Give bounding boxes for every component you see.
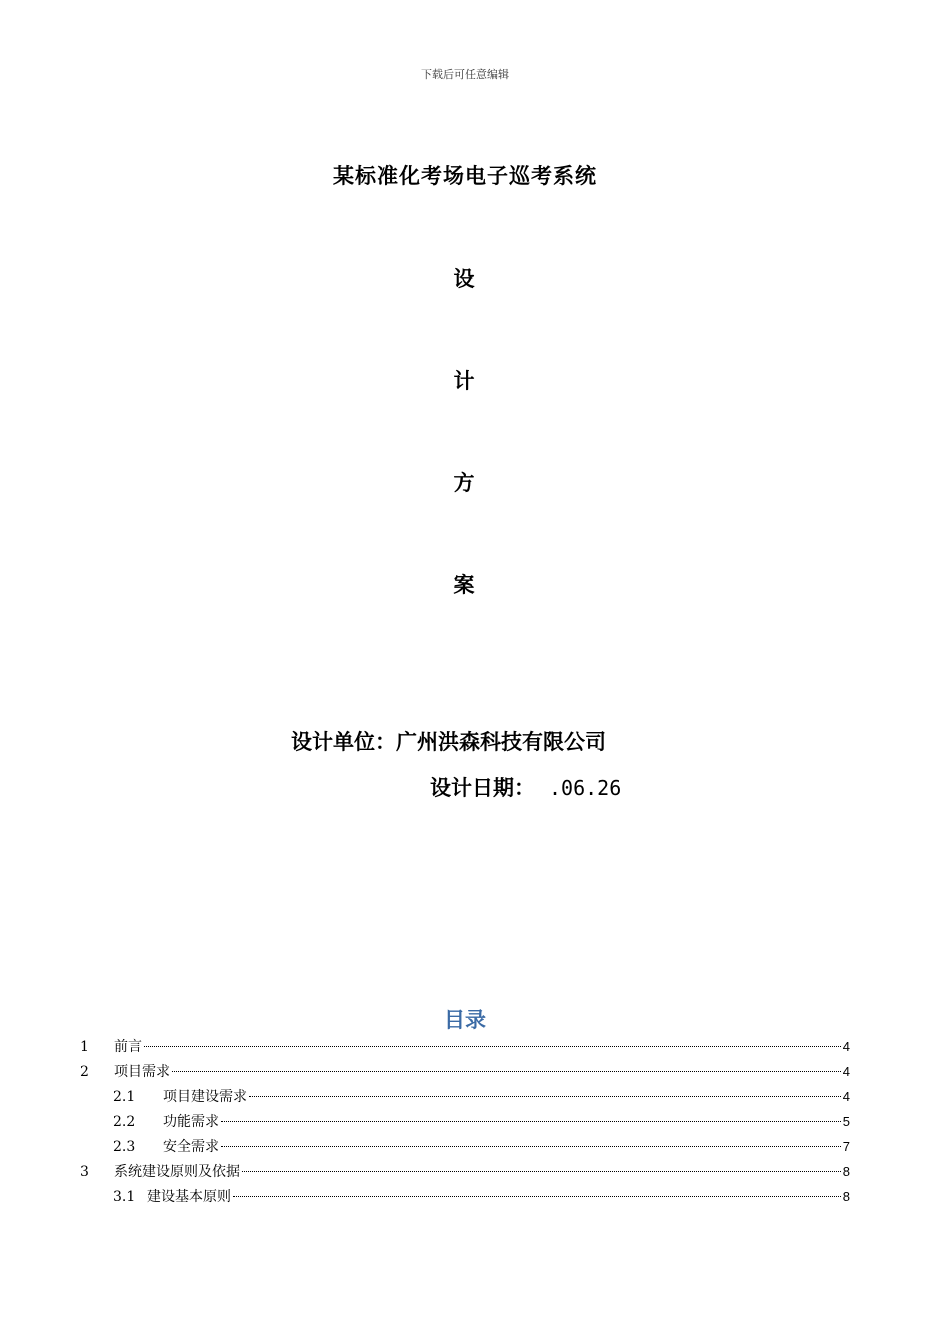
toc-leader-dots xyxy=(221,1146,841,1147)
toc-entry-number: 2.3 xyxy=(113,1139,136,1155)
toc-entry-number: 3 xyxy=(80,1164,89,1180)
table-of-contents xyxy=(80,1034,850,1209)
toc-leader-dots xyxy=(249,1096,841,1097)
toc-entry[interactable] xyxy=(80,1059,850,1084)
toc-entry-number: 1 xyxy=(80,1039,89,1055)
toc-entry-number: 2.1 xyxy=(113,1089,136,1105)
design-date-label: 设计日期： xyxy=(430,776,535,800)
toc-entry-page: 8 xyxy=(842,1164,850,1179)
title-char-4: 案 xyxy=(453,573,475,597)
toc-entry-number: 2.2 xyxy=(113,1114,136,1130)
toc-entry-page: 4 xyxy=(842,1039,850,1054)
toc-entry-title: 项目建设需求 xyxy=(163,1089,247,1105)
toc-entry-page: 4 xyxy=(842,1089,850,1104)
title-char-1: 设 xyxy=(453,267,475,291)
toc-entry-title: 项目需求 xyxy=(114,1064,170,1080)
toc-entry[interactable] xyxy=(80,1184,850,1209)
page-header-note: 下载后可任意编辑 xyxy=(421,68,509,81)
toc-entry[interactable] xyxy=(80,1084,850,1109)
design-date xyxy=(430,772,621,802)
toc-leader-dots xyxy=(172,1071,841,1072)
title-char-3: 方 xyxy=(453,471,475,495)
toc-entry-title: 系统建设原则及依据 xyxy=(114,1164,240,1180)
toc-entry[interactable] xyxy=(80,1159,850,1184)
toc-entry-number: 3.1 xyxy=(113,1189,136,1205)
toc-entry-page: 8 xyxy=(842,1189,850,1204)
toc-entry-page: 7 xyxy=(842,1139,850,1154)
document-title: 某标准化考场电子巡考系统 xyxy=(333,164,597,188)
title-char-2: 计 xyxy=(453,369,475,393)
toc-entry[interactable] xyxy=(80,1034,850,1059)
toc-leader-dots xyxy=(221,1121,841,1122)
toc-entry-title: 建设基本原则 xyxy=(147,1189,231,1205)
toc-leader-dots xyxy=(144,1046,841,1047)
toc-entry[interactable] xyxy=(80,1109,850,1134)
toc-heading: 目录 xyxy=(444,1008,486,1032)
design-date-value: .06.26 xyxy=(549,776,622,800)
toc-leader-dots xyxy=(233,1196,841,1197)
toc-entry-page: 4 xyxy=(842,1064,850,1079)
toc-entry-title: 前言 xyxy=(114,1039,142,1055)
toc-entry-title: 功能需求 xyxy=(163,1114,219,1130)
toc-entry[interactable] xyxy=(80,1134,850,1159)
toc-leader-dots xyxy=(242,1171,841,1172)
design-unit: 设计单位：广州洪森科技有限公司 xyxy=(291,730,606,754)
toc-entry-title: 安全需求 xyxy=(163,1139,219,1155)
toc-entry-page: 5 xyxy=(842,1114,850,1129)
toc-entry-number: 2 xyxy=(80,1064,89,1080)
